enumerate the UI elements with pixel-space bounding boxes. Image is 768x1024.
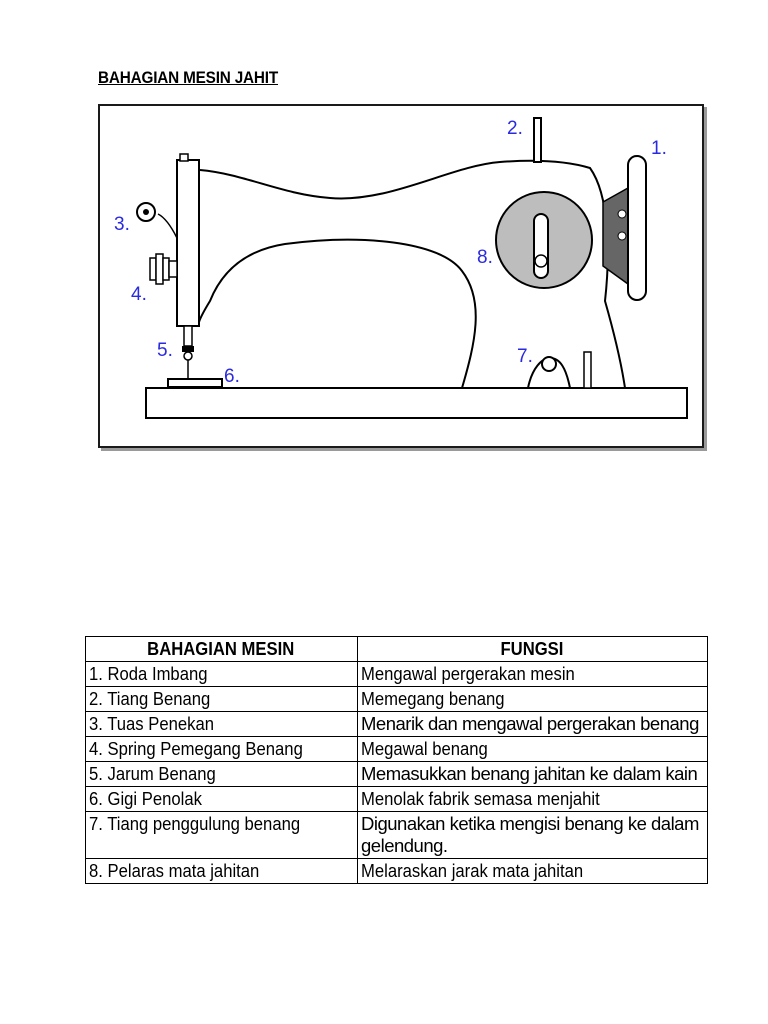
function-cell: Mengawal pergerakan mesin [358, 662, 708, 687]
callout-4: 4. [131, 284, 147, 305]
header-function: FUNGSI [358, 637, 708, 662]
machine-head [177, 160, 199, 326]
callout-7: 7. [517, 346, 533, 367]
hub-hole-top [618, 210, 626, 218]
table-row [86, 787, 708, 812]
function-cell: Menarik dan mengawal pergerakan benang [358, 712, 708, 737]
needle-clamp [182, 346, 194, 352]
stitch-regulator-slot [534, 214, 548, 278]
function-cell: Megawal benang [358, 737, 708, 762]
feed-dog [168, 379, 222, 387]
needle-screw [184, 352, 192, 360]
tension-spring-c [163, 258, 169, 280]
stitch-regulator-knob [535, 255, 547, 267]
machine-arm-inner-curve [199, 240, 476, 388]
callout-8: 8. [477, 247, 493, 268]
bobbin-winder-pin [584, 352, 591, 388]
part-cell: 7. Tiang penggulung benang [86, 812, 358, 859]
callout-1: 1. [651, 138, 667, 159]
tension-spring-d [169, 261, 177, 277]
table-row [86, 762, 708, 787]
hub-hole-bottom [618, 232, 626, 240]
table-row [86, 859, 708, 884]
part-cell: 1. Roda Imbang [86, 662, 358, 687]
function-cell: Melaraskan jarak mata jahitan [358, 859, 708, 884]
part-cell: 3. Tuas Penekan [86, 712, 358, 737]
table-row [86, 687, 708, 712]
header-part: BAHAGIAN MESIN [86, 637, 358, 662]
thread-lever-center [143, 209, 149, 215]
sewing-machine-diagram [98, 104, 704, 448]
callout-2: 2. [507, 118, 523, 139]
callout-5: 5. [157, 340, 173, 361]
needle-bar [184, 326, 192, 346]
sewing-machine-illustration [100, 106, 702, 446]
table-header-row [86, 637, 708, 662]
tension-spring-b [156, 254, 163, 284]
function-cell: Memasukkan benang jahitan ke dalam kain [358, 762, 708, 787]
bobbin-winder-wheel [542, 357, 556, 371]
parts-function-table [85, 636, 708, 884]
function-cell: Digunakan ketika mengisi benang ke dalam gelendung. [358, 812, 708, 859]
balance-wheel [628, 156, 646, 300]
tension-spring-a [150, 258, 156, 280]
part-cell: 2. Tiang Benang [86, 687, 358, 712]
function-cell: Memegang benang [358, 687, 708, 712]
callout-6: 6. [224, 366, 240, 387]
machine-base [146, 388, 687, 418]
table-row [86, 737, 708, 762]
table-row [86, 712, 708, 737]
callout-3: 3. [114, 214, 130, 235]
function-cell: Menolak fabrik semasa menjahit [358, 787, 708, 812]
document-title: BAHAGIAN MESIN JAHIT [98, 68, 279, 87]
head-cap [180, 154, 188, 161]
thread-lever-line [158, 214, 177, 238]
part-cell: 4. Spring Pemegang Benang [86, 737, 358, 762]
part-cell: 6. Gigi Penolak [86, 787, 358, 812]
table-row [86, 662, 708, 687]
table-row [86, 812, 708, 859]
part-cell: 5. Jarum Benang [86, 762, 358, 787]
thread-pin [534, 118, 541, 162]
part-cell: 8. Pelaras mata jahitan [86, 859, 358, 884]
